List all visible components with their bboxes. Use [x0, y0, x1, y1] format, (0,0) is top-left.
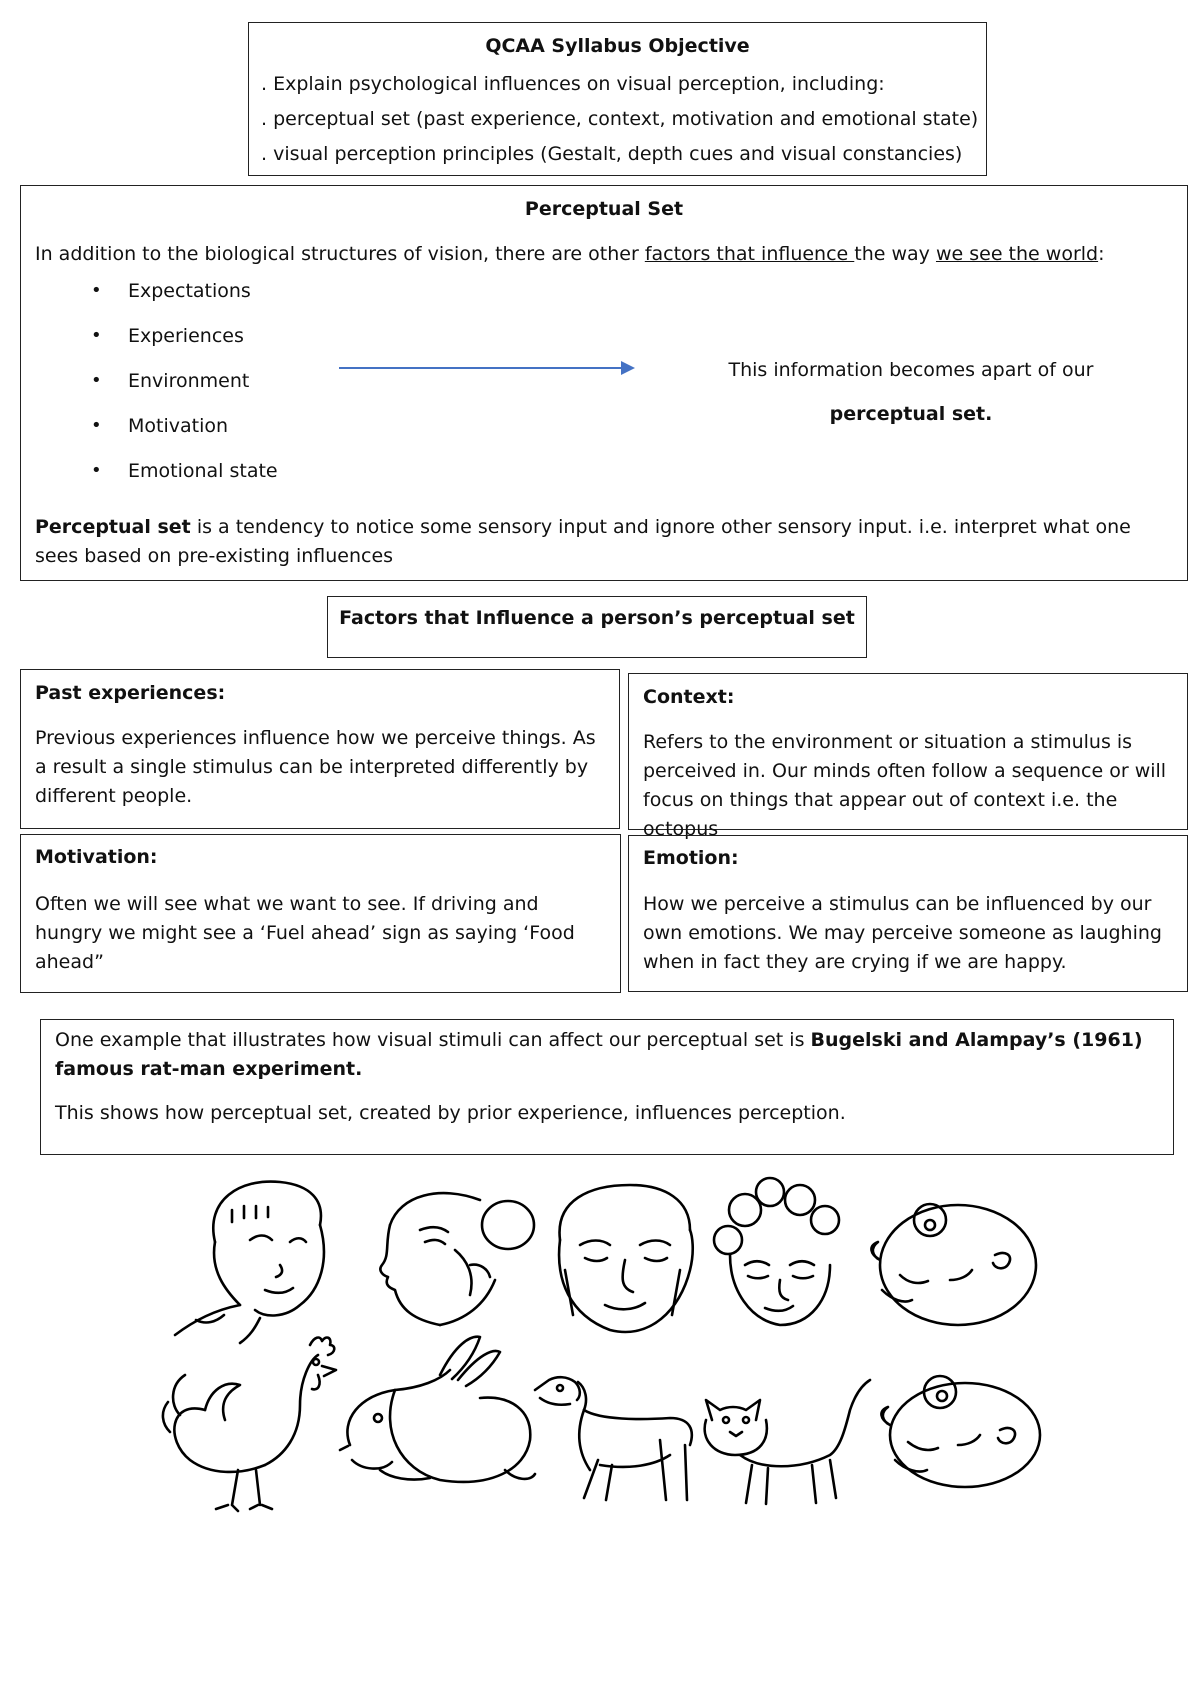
example-bold: Bugelski and Alampay’s (1961) famous rat-man experiment.: [55, 1029, 1143, 1080]
face-boy-drawing: [175, 1182, 324, 1343]
rabbit-drawing: [340, 1337, 535, 1482]
intro-underlined: we see the world: [935, 243, 1099, 265]
definition-text: is a tendency to notice some sensory input and ignore other sensory input. i.e. interpret what one sees based on pre-existing influences: [35, 516, 1131, 567]
list-item: • Environment: [86, 366, 278, 411]
influence-list: [86, 276, 278, 501]
factor-body: Previous experiences influence how we perceive things. As a result a single stimulus can be interpreted differently by different people.: [35, 727, 596, 807]
perceptual-set-definition: [35, 513, 1173, 571]
syllabus-line: . Explain psychological influences on visual perception, including:: [261, 73, 885, 95]
face-woman-bun-drawing: [380, 1193, 534, 1325]
intro-underlined: factors that influence: [644, 243, 855, 265]
cat-drawing: [705, 1380, 870, 1504]
factor-title: Context:: [643, 686, 735, 708]
example-prefix: One example that illustrates how visual stimuli can affect our perceptual set is: [55, 1029, 811, 1051]
dog-drawing: [535, 1377, 692, 1500]
factor-context: [628, 673, 1188, 840]
rooster-drawing: [163, 1338, 336, 1511]
syllabus-line: . visual perception principles (Gestalt, depth cues and visual constancies): [261, 143, 963, 165]
intro-text: :: [1098, 243, 1105, 265]
list-item: • Expectations: [86, 276, 278, 321]
perceptual-set-box: [20, 185, 1188, 581]
rat-drawing: [881, 1376, 1040, 1487]
face-man-drawing: [559, 1185, 693, 1332]
factor-title: Past experiences:: [35, 682, 226, 704]
perceptual-set-title: Perceptual Set: [524, 198, 684, 220]
list-item: • Motivation: [86, 411, 278, 456]
syllabus-box: [248, 22, 987, 176]
perceptual-set-intro: [35, 240, 1105, 269]
factors-heading-box: [327, 596, 867, 658]
factor-emotion: [628, 835, 1188, 992]
example-line2: This shows how perceptual set, created by prior experience, influences perception.: [55, 1102, 846, 1124]
example-text: [55, 1026, 1159, 1084]
factor-title: Motivation:: [35, 846, 158, 868]
factor-body: How we perceive a stimulus can be influenced by our own emotions. We may perceive someone as laughing when in fact they are crying if we are happy.: [643, 893, 1162, 973]
factor-motivation: [20, 834, 621, 993]
arrow-icon: [339, 358, 639, 378]
factors-heading: Factors that Influence a person’s perceptual set: [339, 607, 855, 629]
rat-man-illustration: [0, 1170, 1200, 1530]
syllabus-line: . perceptual set (past experience, context, motivation and emotional state): [261, 108, 979, 130]
info-line: This information becomes apart of our: [728, 359, 1094, 381]
factor-body: Refers to the environment or situation a stimulus is perceived in. Our minds often follow a sequence or will focus on things that appear out of context i.e. the octopus: [643, 731, 1167, 840]
factor-past-experiences: [20, 669, 620, 829]
factor-title: Emotion:: [643, 847, 739, 869]
list-item: • Experiences: [86, 321, 278, 366]
syllabus-title: QCAA Syllabus Objective: [485, 35, 750, 57]
factor-body: Often we will see what we want to see. If driving and hungry we might see a ‘Fuel ahead’ sign as saying ‘Food ahead”: [35, 893, 575, 973]
face-woman-curls-drawing: [714, 1178, 839, 1325]
intro-text: the way: [854, 243, 936, 265]
intro-text: In addition to the biological structures of vision, there are other: [35, 243, 645, 265]
info-line-bold: perceptual set.: [829, 403, 993, 425]
example-box: [40, 1019, 1174, 1155]
list-item: • Emotional state: [86, 456, 278, 501]
definition-term: Perceptual set: [35, 516, 191, 538]
rat-man-face-drawing: [871, 1204, 1036, 1325]
